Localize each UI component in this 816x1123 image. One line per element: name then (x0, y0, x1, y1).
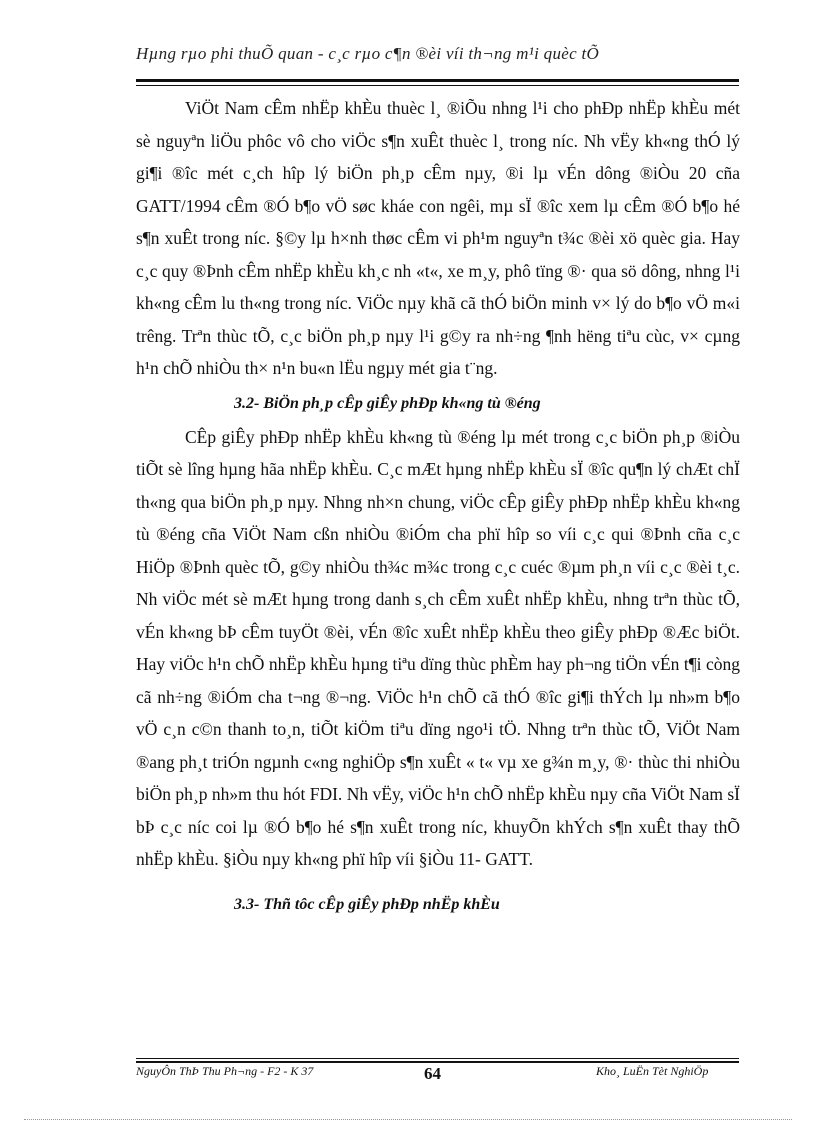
footer-rule (136, 1061, 739, 1063)
paragraph-ban-thuoc-la: ViÖt Nam cÊm nhËp khÈu thuèc l¸ ®iÕu nhng l¹i cho phÐp nhËp khÈu mét sè nguyªn liÖu phôc vô cho viÖc s¶n xuÊt thuèc l¸ trong níc. Nh vËy kh«ng thÓ lý gi¶i ®îc mét c¸ch hîp lý biÖn ph¸p cÊm nµy, ®i lµ vÉn dông ®iÒu 20 cña GATT/1994 cÊm ®Ó b¶o vÖ søc kháe con ngêi, mµ sÏ ®îc xem lµ cÊm ®Ó b¶o hé s¶n xuÊt trong níc. §©y lµ h×nh thøc cÊm vi ph¹m nguyªn t¾c ®èi xö quèc gia. Hay c¸c quy ®Þnh cÊm nhËp khÈu kh¸c nh «t«, xe m¸y, phô tïng ®· qua sö dông, nhng l¹i kh«ng cÊm lu th«ng trong níc. ViÖc nµy khã cã thÓ biÖn minh v× lý do b¶o vÖ m«i trêng. Trªn thùc tÕ, c¸c biÖn ph¸p nµy l¹i g©y ra nh÷ng ¶nh hëng tiªu cùc, v× cµng h¹n chÕ nhiÒu th× n¹n bu«n lËu ngµy mét gia t¨ng. (136, 98, 740, 378)
running-header: Hµng rµo phi thuÕ quan - c¸c rµo c¶n ®èi víi th¬ng m¹i quèc tÕ (136, 44, 600, 63)
paragraph-non-automatic-licensing: CÊp giÊy phÐp nhËp khÈu kh«ng tù ®éng lµ mét trong c¸c biÖn ph¸p ®iÒu tiÕt sè lîng hµng hãa nhËp khÈu. C¸c mÆt hµng nhËp khÈu sÏ ®îc qu¶n lý chÆt chÏ th«ng qua biÖn ph¸p nµy. Nhng nh×n chung, viÖc cÊp giÊy phÐp nhËp khÈu kh«ng tù ®éng cña ViÖt Nam cßn nhiÒu ®iÓm cha phï hîp so víi c¸c qui ®Þnh cña c¸c HiÖp ®Þnh quèc tÕ, g©y nhiÒu th¾c m¾c trong c¸c cuéc ®µm ph¸n víi c¸c ®èi t¸c. Nh viÖc mét sè mÆt hµng trong danh s¸ch cÊm xuÊt nhËp khÈu, nhng trªn thùc tÕ, vÉn kh«ng bÞ cÊm tuyÖt ®èi, vÉn ®îc xuÊt nhËp khÈu theo giÊy phÐp ®Æc biÖt. Hay viÖc h¹n chÕ nhËp khÈu hµng tiªu dïng thùc phÈm hay ph¬ng tiÖn vÉn t¶i còng cã nh÷ng ®iÓm cha t¬ng ®¬ng. ViÖc h¹n chÕ cã thÓ ®îc gi¶i thÝch lµ nh»m b¶o vÖ c¸n c©n thanh to¸n, tiÕt kiÖm tiªu dïng ngo¹i tÖ. Nhng trªn thùc tÕ, ViÖt Nam ®ang ph¸t triÓn ngµnh c«ng nghiÖp s¶n xuÊt « t« vµ xe g¾n m¸y, ®· thùc thi nhiÒu biÖn ph¸p nh»m thu hót FDI. Nh vËy, viÖc h¹n chÕ nhËp khÈu nµy cña ViÖt Nam sÏ bÞ c¸c níc coi lµ ®Ó b¶o hé s¶n xuÊt trong níc, khuyÕn khÝch s¶n xuÊt thay thÕ nhËp khÈu. §iÒu nµy kh«ng phï hîp víi §iÒu 11- GATT. (136, 426, 740, 869)
footer-author: NguyÔn ThÞ Thu Ph¬ng - F2 - K 37 (136, 1064, 314, 1078)
page-number: 64 (424, 1064, 441, 1083)
footer-rule-thin (136, 1058, 739, 1059)
section-heading-3-2: 3.2- BiÖn ph¸p cÊp giÊy phÐp kh«ng tù ®éng (234, 394, 541, 412)
header-rule (136, 79, 739, 82)
header-rule-thin (136, 85, 739, 86)
body-text (136, 92, 740, 922)
page-bottom-border (24, 1119, 792, 1120)
section-heading-3-3: 3.3- Thñ tôc cÊp giÊy phÐp nhËp khÈu (234, 895, 500, 913)
footer-thesis-label: Kho¸ LuËn Tèt NghiÖp (596, 1064, 709, 1078)
